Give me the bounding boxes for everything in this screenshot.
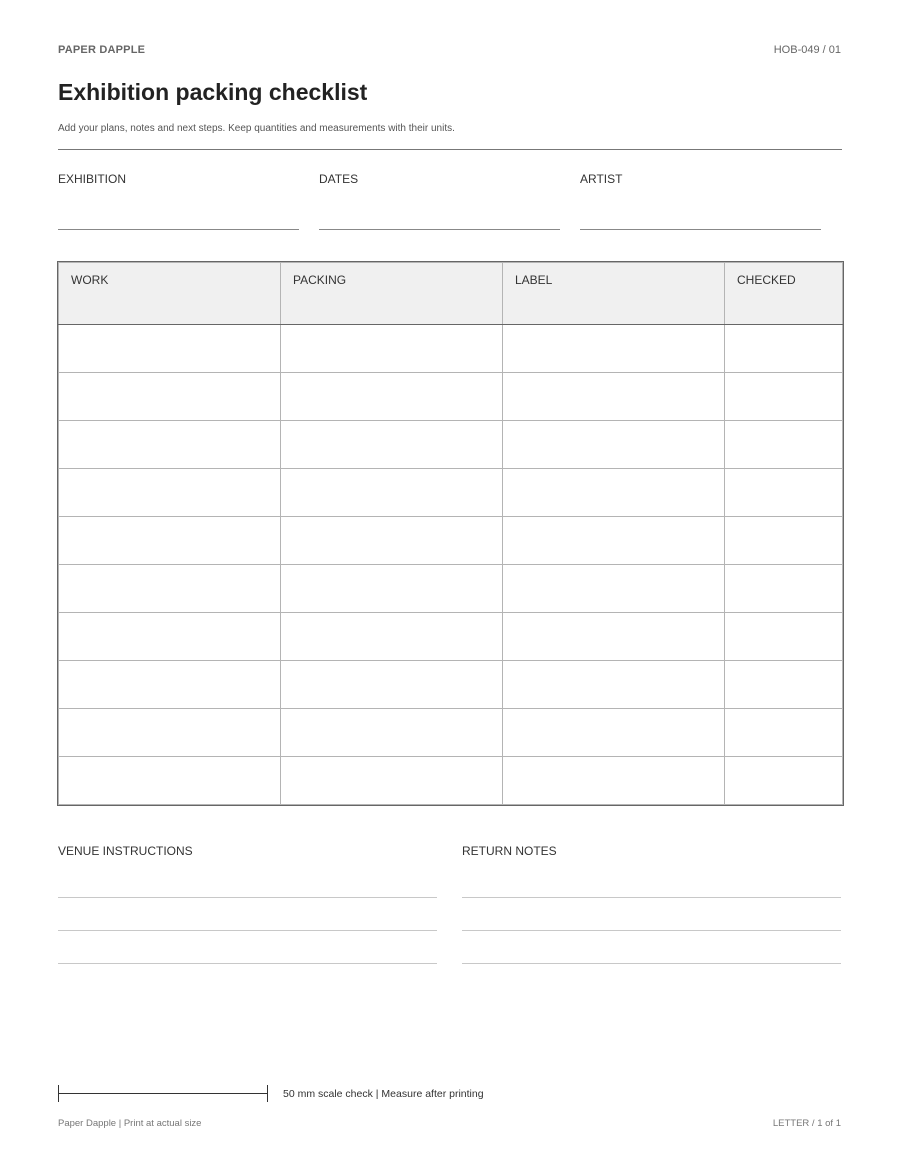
table-row <box>59 421 843 469</box>
table-cell-packing[interactable] <box>281 757 503 805</box>
table-row <box>59 757 843 805</box>
scale-line <box>58 1093 268 1094</box>
brand-name: PAPER DAPPLE <box>58 44 146 56</box>
table-cell-packing[interactable] <box>281 565 503 613</box>
return-note-line[interactable] <box>462 930 841 931</box>
table-cell-checked[interactable] <box>725 565 843 613</box>
table-row <box>59 709 843 757</box>
table-row <box>59 469 843 517</box>
return-note-line[interactable] <box>462 963 841 964</box>
table-body <box>59 325 843 805</box>
venue-instructions-section <box>58 844 437 964</box>
table-cell-label[interactable] <box>503 661 725 709</box>
table-cell-checked[interactable] <box>725 421 843 469</box>
artist-label: ARTIST <box>580 172 623 186</box>
venue-note-line[interactable] <box>58 930 437 931</box>
return-notes-section <box>462 844 841 964</box>
table-cell-checked[interactable] <box>725 709 843 757</box>
table-row <box>59 565 843 613</box>
table-cell-work[interactable] <box>59 709 281 757</box>
table-cell-label[interactable] <box>503 709 725 757</box>
column-header-work: WORK <box>59 263 281 325</box>
page-subtitle: Add your plans, notes and next steps. Keep quantities and measurements with their units. <box>58 123 455 134</box>
table-row <box>59 613 843 661</box>
venue-note-line[interactable] <box>58 897 437 898</box>
table-cell-packing[interactable] <box>281 661 503 709</box>
venue-instructions-label: VENUE INSTRUCTIONS <box>58 844 193 858</box>
table-row <box>59 517 843 565</box>
table-cell-checked[interactable] <box>725 517 843 565</box>
table-cell-work[interactable] <box>59 517 281 565</box>
table-cell-label[interactable] <box>503 757 725 805</box>
table-cell-packing[interactable] <box>281 373 503 421</box>
table-cell-packing[interactable] <box>281 613 503 661</box>
table-cell-checked[interactable] <box>725 757 843 805</box>
scale-tick-end <box>267 1085 268 1102</box>
dates-label: DATES <box>319 172 359 186</box>
return-notes-label: RETURN NOTES <box>462 844 557 858</box>
table-cell-label[interactable] <box>503 565 725 613</box>
table-cell-work[interactable] <box>59 613 281 661</box>
exhibition-label: EXHIBITION <box>58 172 127 186</box>
exhibition-write-line[interactable] <box>58 229 299 230</box>
table-cell-work[interactable] <box>59 469 281 517</box>
table-row <box>59 661 843 709</box>
column-header-packing: PACKING <box>281 263 503 325</box>
table-cell-work[interactable] <box>59 421 281 469</box>
dates-field[interactable] <box>319 172 560 230</box>
scale-bar <box>58 1085 268 1103</box>
document-id: HOB-049 / 01 <box>773 44 841 56</box>
table-cell-packing[interactable] <box>281 469 503 517</box>
table-cell-work[interactable] <box>59 757 281 805</box>
table-cell-checked[interactable] <box>725 325 843 373</box>
column-header-checked: CHECKED <box>725 263 843 325</box>
dates-write-line[interactable] <box>319 229 560 230</box>
table-cell-checked[interactable] <box>725 661 843 709</box>
table-cell-packing[interactable] <box>281 517 503 565</box>
table-cell-work[interactable] <box>59 661 281 709</box>
header-divider <box>58 149 842 150</box>
table-cell-work[interactable] <box>59 373 281 421</box>
table-row <box>59 325 843 373</box>
table-cell-label[interactable] <box>503 373 725 421</box>
venue-note-line[interactable] <box>58 963 437 964</box>
table-header-row <box>59 263 843 325</box>
table-cell-label[interactable] <box>503 421 725 469</box>
table-cell-packing[interactable] <box>281 421 503 469</box>
exhibition-field[interactable] <box>58 172 299 230</box>
column-header-label: LABEL <box>503 263 725 325</box>
table-cell-label[interactable] <box>503 469 725 517</box>
table-cell-label[interactable] <box>503 613 725 661</box>
table-cell-work[interactable] <box>59 565 281 613</box>
table-cell-packing[interactable] <box>281 325 503 373</box>
scale-check-text: 50 mm scale check | Measure after printing <box>283 1088 484 1100</box>
return-note-line[interactable] <box>462 897 841 898</box>
table-cell-packing[interactable] <box>281 709 503 757</box>
footer-credit: Paper Dapple | Print at actual size <box>58 1118 202 1129</box>
table-cell-checked[interactable] <box>725 613 843 661</box>
table-cell-checked[interactable] <box>725 373 843 421</box>
artist-write-line[interactable] <box>580 229 821 230</box>
table-cell-work[interactable] <box>59 325 281 373</box>
table-row <box>59 373 843 421</box>
footer-page-info: LETTER / 1 of 1 <box>772 1118 841 1129</box>
artist-field[interactable] <box>580 172 821 230</box>
table-cell-label[interactable] <box>503 517 725 565</box>
packing-table <box>58 262 843 805</box>
table-cell-label[interactable] <box>503 325 725 373</box>
page-title: Exhibition packing checklist <box>58 79 368 105</box>
table-cell-checked[interactable] <box>725 469 843 517</box>
